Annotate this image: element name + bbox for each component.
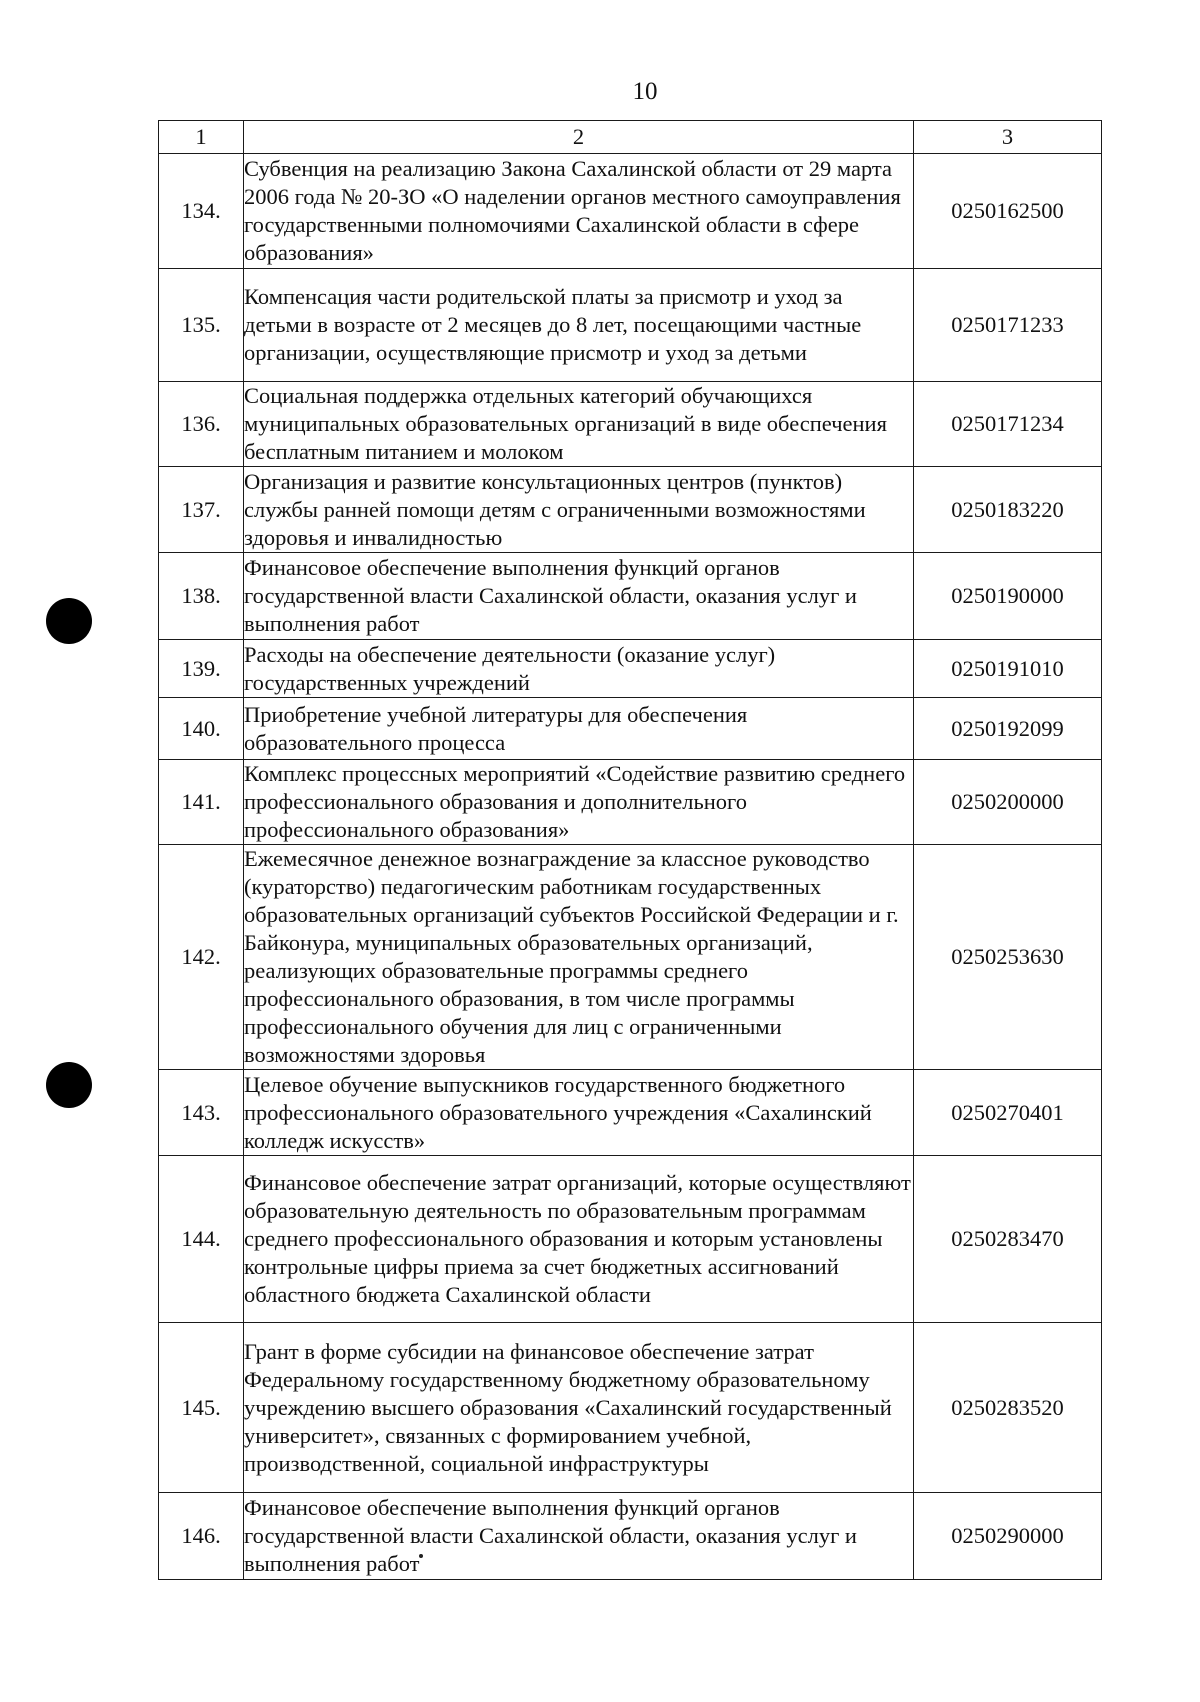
row-description: Приобретение учебной литературы для обеспечения образовательного процесса bbox=[244, 698, 914, 760]
row-description: Субвенция на реализацию Закона Сахалинской области от 29 марта 2006 года № 20-ЗО «О наделении органов местного самоуправления государственными полномочиями Сахалинской области в сфере образования» bbox=[244, 154, 914, 269]
table-row bbox=[159, 382, 1102, 467]
row-code: 0250290000 bbox=[914, 1493, 1102, 1580]
table-header-row bbox=[159, 121, 1102, 154]
row-code: 0250171234 bbox=[914, 382, 1102, 467]
row-code: 0250162500 bbox=[914, 154, 1102, 269]
table-row bbox=[159, 467, 1102, 553]
row-code: 0250270401 bbox=[914, 1070, 1102, 1156]
table-row bbox=[159, 1070, 1102, 1156]
row-code: 0250190000 bbox=[914, 553, 1102, 640]
table-row bbox=[159, 553, 1102, 640]
table-row bbox=[159, 1493, 1102, 1580]
table-row bbox=[159, 698, 1102, 760]
row-number: 134. bbox=[159, 154, 244, 269]
row-number: 137. bbox=[159, 467, 244, 553]
header-cell-1: 1 bbox=[159, 121, 244, 154]
punch-hole-upper bbox=[46, 598, 92, 644]
row-description: Грант в форме субсидии на финансовое обеспечение затрат Федеральному государственному бюджетному образовательному учреждению высшего образования «Сахалинский государственный университет», связанных с формированием учебной, производственной, социальной инфраструктуры bbox=[244, 1323, 914, 1493]
row-description: Расходы на обеспечение деятельности (оказание услуг) государственных учреждений bbox=[244, 640, 914, 698]
row-number: 135. bbox=[159, 269, 244, 382]
row-number: 145. bbox=[159, 1323, 244, 1493]
table-row bbox=[159, 1323, 1102, 1493]
row-description: Финансовое обеспечение выполнения функций органов государственной власти Сахалинской области, оказания услуг и выполнения работ bbox=[244, 553, 914, 640]
row-number: 142. bbox=[159, 845, 244, 1070]
table-row bbox=[159, 269, 1102, 382]
table-row bbox=[159, 845, 1102, 1070]
row-number: 143. bbox=[159, 1070, 244, 1156]
row-description: Комплекс процессных мероприятий «Содействие развитию среднего профессионального образования и дополнительного профессионального образования» bbox=[244, 760, 914, 845]
row-code: 0250200000 bbox=[914, 760, 1102, 845]
row-number: 144. bbox=[159, 1156, 244, 1323]
row-code: 0250183220 bbox=[914, 467, 1102, 553]
row-number: 141. bbox=[159, 760, 244, 845]
row-number: 140. bbox=[159, 698, 244, 760]
row-description: Финансовое обеспечение затрат организаций, которые осуществляют образовательную деятельность по образовательным программам среднего профессионального образования и которым установлены контрольные цифры приема за счет бюджетных ассигнований областного бюджета Сахалинской области bbox=[244, 1156, 914, 1323]
header-cell-3: 3 bbox=[914, 121, 1102, 154]
row-code: 0250191010 bbox=[914, 640, 1102, 698]
table-row bbox=[159, 640, 1102, 698]
row-code: 0250283470 bbox=[914, 1156, 1102, 1323]
table-row bbox=[159, 760, 1102, 845]
punch-hole-lower bbox=[46, 1062, 92, 1108]
row-description: Компенсация части родительской платы за присмотр и уход за детьми в возрасте от 2 месяцев до 8 лет, посещающими частные организации, осуществляющие присмотр и уход за детьми bbox=[244, 269, 914, 382]
page-number: 10 bbox=[632, 78, 658, 105]
row-description: Социальная поддержка отдельных категорий обучающихся муниципальных образовательных организаций в виде обеспечения бесплатным питанием и молоком bbox=[244, 382, 914, 467]
row-number: 138. bbox=[159, 553, 244, 640]
row-number: 139. bbox=[159, 640, 244, 698]
row-description: Организация и развитие консультационных центров (пунктов) службы ранней помощи детям с ограниченными возможностями здоровья и инвалидностью bbox=[244, 467, 914, 553]
row-description: Целевое обучение выпускников государственного бюджетного профессионального образовательного учреждения «Сахалинский колледж искусств» bbox=[244, 1070, 914, 1156]
table-row bbox=[159, 154, 1102, 269]
document-table bbox=[158, 120, 1102, 1580]
row-number: 146. bbox=[159, 1493, 244, 1580]
row-code: 0250283520 bbox=[914, 1323, 1102, 1493]
header-cell-2: 2 bbox=[244, 121, 914, 154]
row-number: 136. bbox=[159, 382, 244, 467]
row-code: 0250253630 bbox=[914, 845, 1102, 1070]
row-code: 0250171233 bbox=[914, 269, 1102, 382]
row-description: Финансовое обеспечение выполнения функций органов государственной власти Сахалинской области, оказания услуг и выполнения работ bbox=[244, 1493, 914, 1580]
row-code: 0250192099 bbox=[914, 698, 1102, 760]
table-row bbox=[159, 1156, 1102, 1323]
row-description: Ежемесячное денежное вознаграждение за классное руководство (кураторство) педагогическим работникам государственных образовательных организаций субъектов Российской Федерации и г. Байконура, муниципальных образовательных организаций, реализующих образовательные программы среднего профессионального образования, в том числе программы профессионального обучения для лиц с ограниченными возможностями здоровья bbox=[244, 845, 914, 1070]
